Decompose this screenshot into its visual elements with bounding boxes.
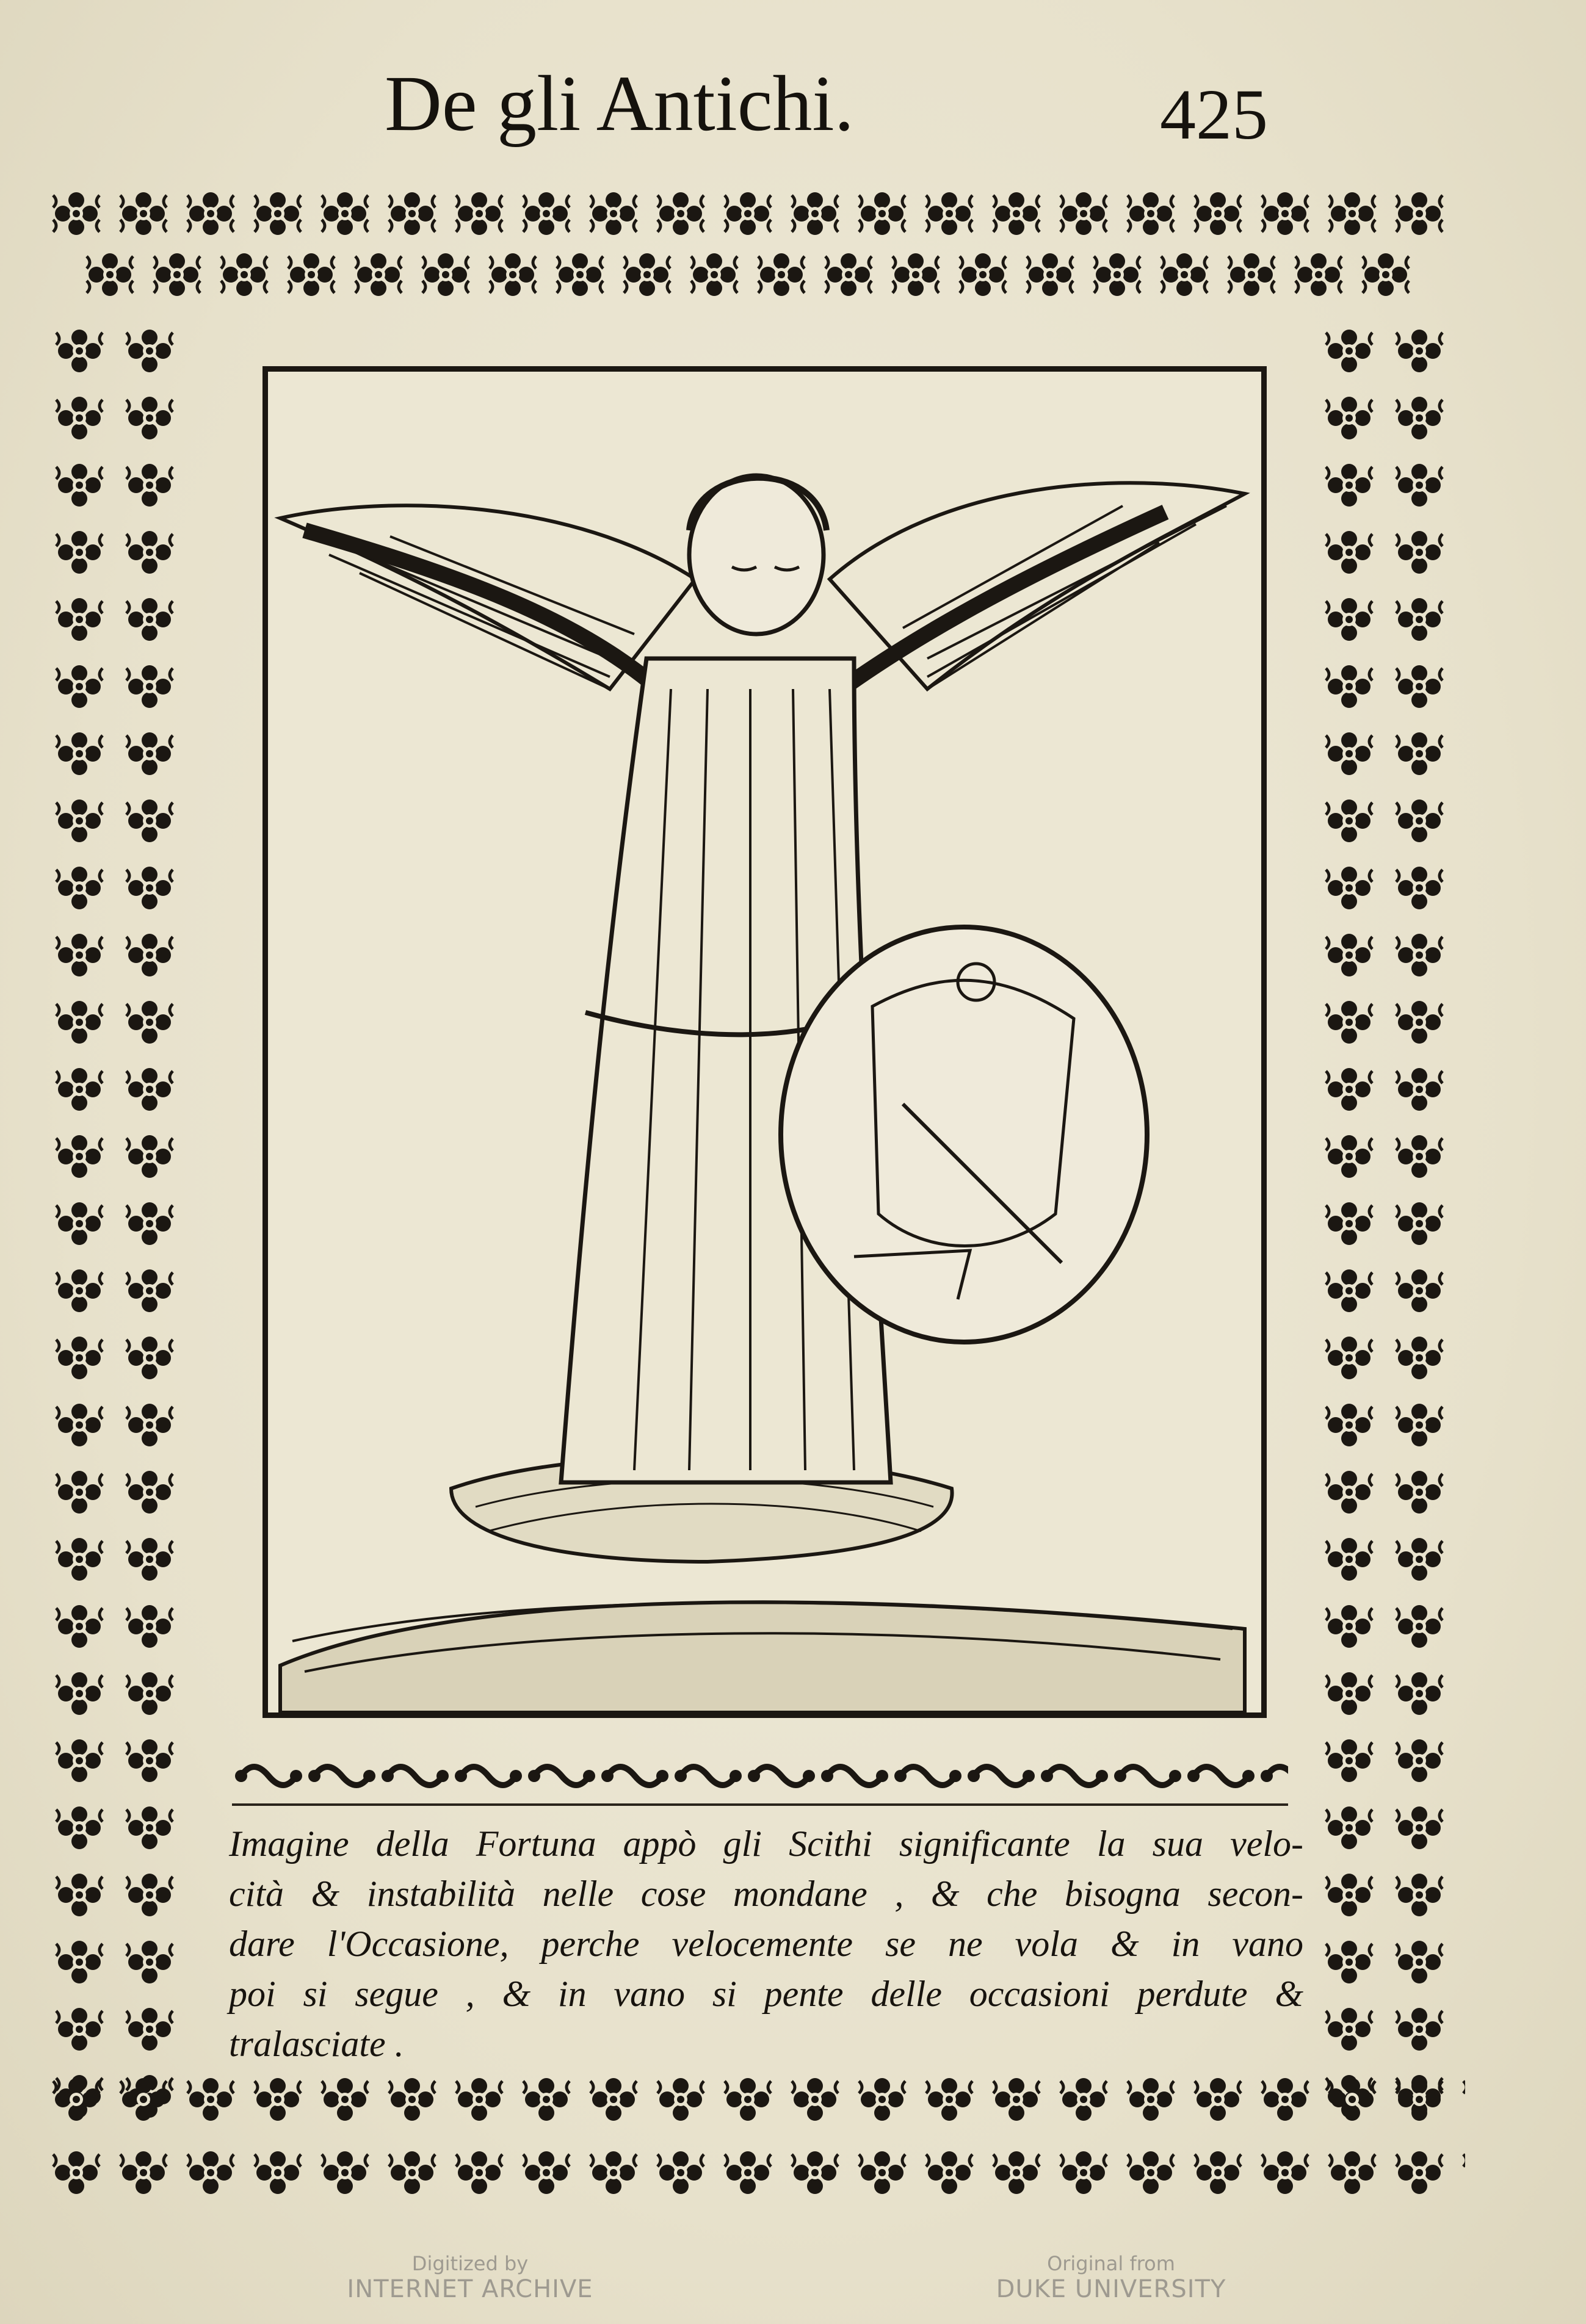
digitized-by-org: INTERNET ARCHIVE: [347, 2275, 593, 2303]
page-number: 425: [1160, 74, 1268, 154]
caption-rule: [232, 1803, 1288, 1806]
digitized-by-credit: [317, 2252, 623, 2303]
caption-line-5: tralasciate .: [229, 2024, 404, 2064]
original-from-org: DUKE UNIVERSITY: [996, 2275, 1226, 2303]
left-border-ornament: [43, 317, 189, 2124]
caption-line-3: dare l'Occasione, perche velocemente se ne vola & in vano: [229, 1924, 1303, 1964]
top-border-ornament: [43, 177, 1465, 317]
illustration-caption: [229, 1819, 1303, 2069]
running-title: De gli Antichi.: [385, 60, 855, 148]
bottom-border-ornament: [43, 2063, 1465, 2209]
original-from-credit: [958, 2252, 1264, 2303]
digitized-by-label: Digitized by: [411, 2252, 529, 2275]
caption-line-2: cità & instabilità nelle cose mondane , & che bisogna secon-: [229, 1874, 1303, 1914]
right-border-ornament: [1313, 317, 1459, 2124]
caption-line-1: Imagine della Fortuna appò gli Scithi significante la sua velo-: [229, 1824, 1303, 1864]
winged-fortune-icon: [268, 372, 1261, 1712]
woodcut-illustration: [263, 366, 1267, 1718]
mid-ornament-band: [232, 1752, 1288, 1800]
original-from-label: Original from: [1047, 2252, 1175, 2275]
caption-line-4: poi si segue , & in vano si pente delle occasioni perdute &: [229, 1974, 1303, 2014]
